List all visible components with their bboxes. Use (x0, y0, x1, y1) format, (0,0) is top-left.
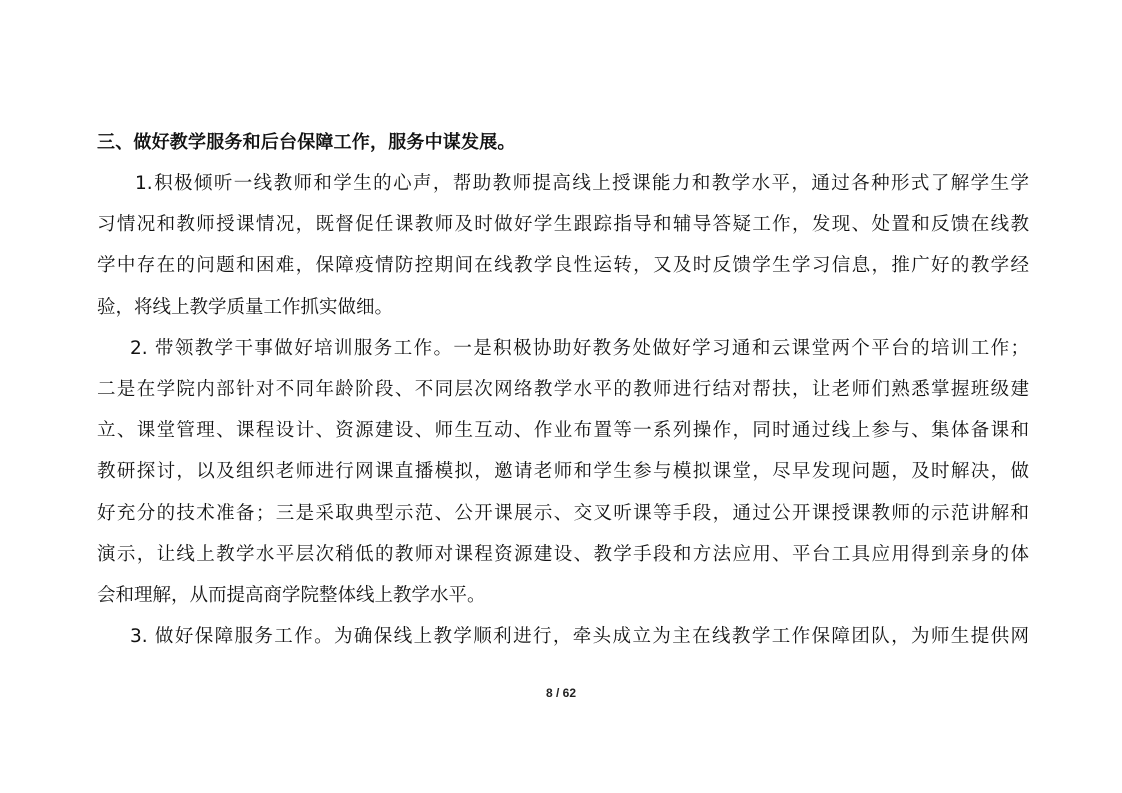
paragraph-line: 立、课堂管理、课程设计、资源建设、师生互动、作业布置等一系列操作，同时通过线上参与、集体备课和 (97, 420, 1029, 442)
paragraph-line: 1.积极倾听一线教师和学生的心声，帮助教师提高线上授课能力和教学水平，通过各种形式了解学生学 (135, 173, 1029, 194)
paragraph-line: 3. 做好保障服务工作。为确保线上教学顺利进行，牵头成立为主在线教学工作保障团队，为师生提供网 (130, 626, 1029, 648)
paragraph-line: 验，将线上教学质量工作抓实做细。 (97, 296, 394, 318)
paragraph-2 (97, 328, 1029, 616)
paragraph-1 (97, 163, 1029, 328)
document-body (97, 122, 1029, 657)
paragraph-line: 二是在学院内部针对不同年龄阶段、不同层次网络教学水平的教师进行结对帮扶，让老师们熟悉掌握班级建 (97, 378, 1029, 400)
paragraph-line: 教研探讨，以及组织老师进行网课直播模拟，邀请老师和学生参与模拟课堂，尽早发现问题，及时解决，做 (97, 461, 1029, 483)
paragraph-line: 学中存在的问题和困难，保障疫情防控期间在线教学良性运转，又及时反馈学生学习信息，推广好的教学经 (97, 255, 1029, 277)
paragraph-line: 会和理解，从而提高商学院整体线上教学水平。 (97, 584, 486, 606)
paragraph-3 (97, 616, 1029, 657)
paragraph-line: 好充分的技术准备；三是采取典型示范、公开课展示、交叉听课等手段，通过公开课授课教师的示范讲解和 (97, 502, 1029, 524)
paragraph-line: 习情况和教师授课情况，既督促任课教师及时做好学生跟踪指导和辅导答疑工作，发现、处置和反馈在线教 (97, 214, 1029, 236)
paragraph-line: 演示，让线上教学水平层次稍低的教师对课程资源建设、教学手段和方法应用、平台工具应用得到亲身的体 (97, 543, 1029, 565)
paragraph-line: 2. 带领教学干事做好培训服务工作。一是积极协助好教务处做好学习通和云课堂两个平台的培训工作； (130, 337, 1029, 359)
section-heading: 三、做好教学服务和后台保障工作，服务中谋发展。 (97, 132, 516, 153)
page-number: 8 / 62 (545, 686, 577, 700)
